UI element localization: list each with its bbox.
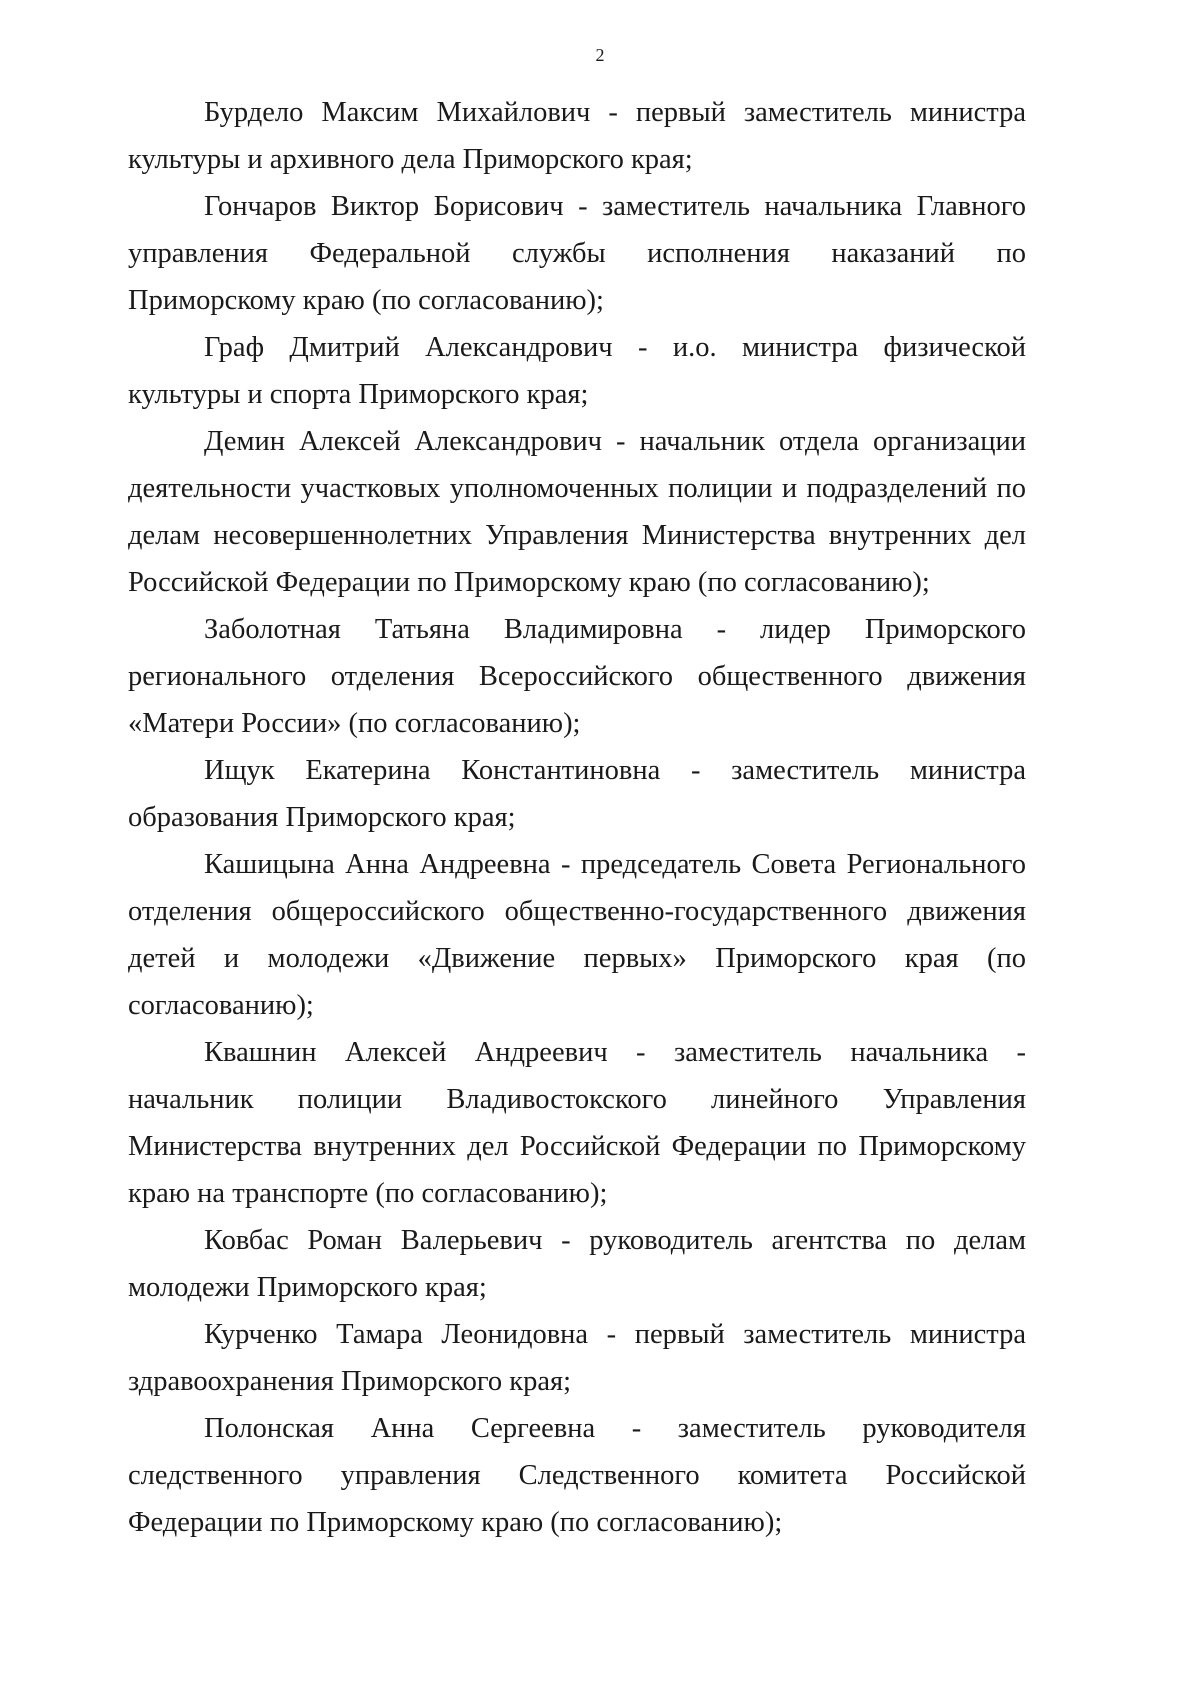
- document-body: [128, 89, 1026, 1546]
- paragraph-zabolotnaya: Заболотная Татьяна Владимировна - лидер Приморского регионального отделения Всероссийского общественного движения «Матери России» (по согласованию);: [128, 614, 1026, 739]
- paragraph-graf: Граф Дмитрий Александрович - и.о. министра физической культуры и спорта Приморского края;: [128, 332, 1026, 410]
- paragraph-kashitsyna: Кашицына Анна Андреевна - председатель Совета Регионального отделения общероссийского общественно-государственного движения детей и молодежи «Движение первых» Приморского края (по согласованию);: [128, 849, 1026, 1021]
- paragraph-burdelo: Бурдело Максим Михайлович - первый заместитель министра культуры и архивного дела Приморского края;: [128, 97, 1026, 175]
- paragraph-kovbas: Ковбас Роман Валерьевич - руководитель агентства по делам молодежи Приморского края;: [128, 1225, 1026, 1303]
- page-number: 2: [595, 45, 605, 65]
- paragraph-goncharov: Гончаров Виктор Борисович - заместитель начальника Главного управления Федеральной службы исполнения наказаний по Приморскому краю (по согласованию);: [128, 191, 1026, 316]
- paragraph-kvashnin: Квашнин Алексей Андреевич - заместитель начальника - начальник полиции Владивостокского линейного Управления Министерства внутренних дел Российской Федерации по Приморскому краю на транспорте (по согласованию);: [128, 1037, 1026, 1209]
- paragraph-polonskaya: Полонская Анна Сергеевна - заместитель руководителя следственного управления Следственного комитета Российской Федерации по Приморскому краю (по согласованию);: [128, 1413, 1026, 1538]
- paragraph-ishchuk: Ищук Екатерина Константиновна - заместитель министра образования Приморского края;: [128, 755, 1026, 833]
- paragraph-kurchenko: Курченко Тамара Леонидовна - первый заместитель министра здравоохранения Приморского края;: [128, 1319, 1026, 1397]
- paragraph-demin: Демин Алексей Александрович - начальник отдела организации деятельности участковых уполномоченных полиции и подразделений по делам несовершеннолетних Управления Министерства внутренних дел Российской Федерации по Приморскому краю (по согласованию);: [128, 426, 1026, 598]
